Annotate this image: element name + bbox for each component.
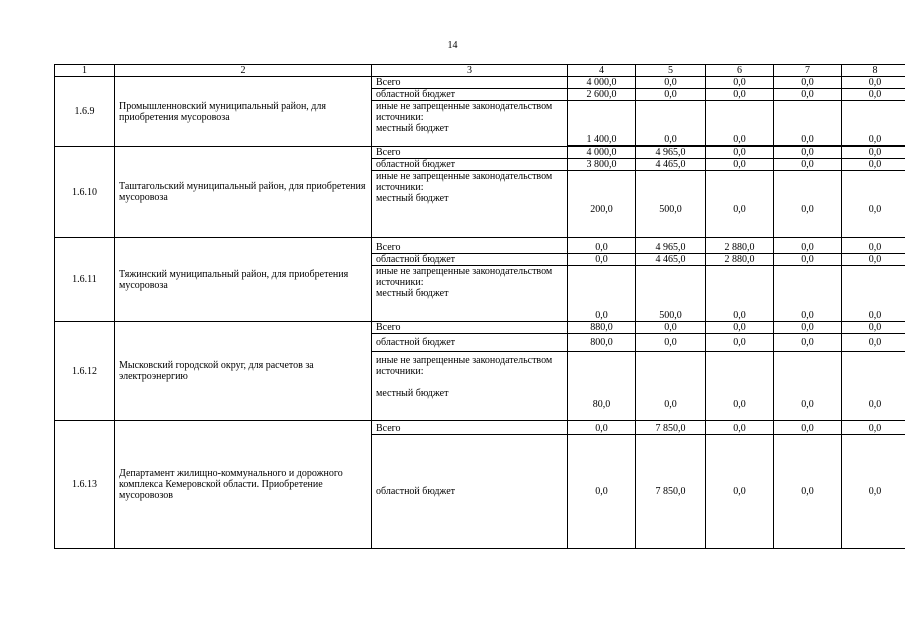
value-cell: 0,0 — [774, 147, 842, 159]
value-cell: 0,0 — [842, 89, 905, 101]
value-cell: 0,0 — [568, 435, 636, 549]
value-cell: 0,0 — [636, 322, 706, 334]
value-cell: 0,0 — [774, 266, 842, 322]
header-cell: 1 — [55, 65, 115, 77]
value-cell: 0,0 — [706, 89, 774, 101]
value-cell: 0,0 — [774, 352, 842, 421]
value-cell: 0,0 — [568, 254, 636, 266]
value-cell: 0,0 — [706, 101, 774, 146]
value-cell: 0,0 — [706, 421, 774, 435]
value-cell: 0,0 — [774, 435, 842, 549]
source-regional: областной бюджет — [372, 159, 568, 171]
value-cell: 4 000,0 — [568, 147, 636, 159]
value-cell: 0,0 — [706, 334, 774, 352]
source-regional: областной бюджет — [372, 334, 568, 352]
header-cell: 7 — [774, 65, 842, 77]
source-regional: областной бюджет — [372, 254, 568, 266]
source-total: Всего — [372, 421, 568, 435]
value-cell: 2 600,0 — [568, 89, 636, 101]
value-cell: 3 800,0 — [568, 159, 636, 171]
row-name: Таштагольский муниципальный район, для приобретения мусоровоза — [115, 147, 372, 238]
page-number: 14 — [447, 40, 458, 51]
row-name: Промышленновский муниципальный район, для приобретения мусоровоза — [115, 77, 372, 147]
value-cell: 0,0 — [774, 159, 842, 171]
value-cell: 0,0 — [568, 238, 636, 254]
source-regional: областной бюджет — [372, 435, 568, 549]
value-cell: 200,0 — [568, 171, 636, 238]
value-cell: 0,0 — [706, 435, 774, 549]
value-cell: 4 465,0 — [636, 159, 706, 171]
row-name: Департамент жилищно-коммунального и дорожного комплекса Кемеровской области. Приобретение мусоровозов — [115, 421, 372, 549]
value-cell: 0,0 — [636, 334, 706, 352]
source-other: иные не запрещенные законодательством источники: — [376, 101, 553, 123]
table-row — [55, 238, 905, 254]
value-cell: 7 850,0 — [636, 435, 706, 549]
value-cell: 0,0 — [842, 352, 905, 421]
row-code: 1.6.11 — [55, 238, 115, 322]
value-cell: 80,0 — [568, 352, 636, 421]
header-cell: 8 — [842, 65, 905, 77]
value-cell: 0,0 — [568, 421, 636, 435]
value-cell: 500,0 — [636, 171, 706, 238]
source-total: Всего — [372, 238, 568, 254]
value-cell: 4 465,0 — [636, 254, 706, 266]
source-total: Всего — [372, 77, 568, 89]
row-code: 1.6.10 — [55, 147, 115, 238]
value-cell: 0,0 — [706, 171, 774, 238]
row-name: Тяжинский муниципальный район, для приобретения мусоровоза — [115, 238, 372, 322]
header-cell: 2 — [115, 65, 372, 77]
value-cell: 4 965,0 — [636, 238, 706, 254]
source-other: иные не запрещенные законодательством источники: — [376, 171, 553, 193]
value-cell: 880,0 — [568, 322, 636, 334]
row-code: 1.6.12 — [55, 322, 115, 421]
value-cell: 0,0 — [774, 421, 842, 435]
value-cell: 0,0 — [774, 89, 842, 101]
value-cell: 0,0 — [568, 266, 636, 322]
source-local: местный бюджет — [376, 388, 449, 399]
value-cell: 1 400,0 — [568, 101, 636, 146]
table-row — [55, 322, 905, 334]
value-cell: 4 000,0 — [568, 77, 636, 89]
value-cell: 0,0 — [706, 266, 774, 322]
value-cell: 0,0 — [842, 266, 905, 322]
header-cell: 4 — [568, 65, 636, 77]
budget-table — [54, 64, 905, 549]
value-cell: 0,0 — [774, 101, 842, 146]
value-cell: 0,0 — [706, 77, 774, 89]
value-cell: 0,0 — [636, 89, 706, 101]
value-cell: 0,0 — [774, 322, 842, 334]
value-cell: 0,0 — [842, 421, 905, 435]
value-cell: 0,0 — [706, 147, 774, 159]
table-row — [55, 147, 905, 159]
value-cell: 0,0 — [706, 159, 774, 171]
table-row — [55, 77, 905, 89]
value-cell: 0,0 — [842, 254, 905, 266]
value-cell: 2 880,0 — [706, 254, 774, 266]
value-cell: 0,0 — [636, 352, 706, 421]
value-cell: 0,0 — [842, 171, 905, 238]
value-cell: 0,0 — [774, 334, 842, 352]
value-cell: 0,0 — [842, 101, 905, 146]
value-cell: 500,0 — [636, 266, 706, 322]
value-cell: 0,0 — [774, 254, 842, 266]
value-cell: 4 965,0 — [636, 147, 706, 159]
row-name: Мысковский городской округ, для расчетов за электроэнергию — [115, 322, 372, 421]
value-cell: 0,0 — [842, 322, 905, 334]
source-other: иные не запрещенные законодательством источники: — [376, 266, 553, 288]
table-row — [55, 421, 905, 435]
value-cell: 0,0 — [842, 435, 905, 549]
value-cell: 0,0 — [842, 238, 905, 254]
value-cell: 0,0 — [774, 171, 842, 238]
value-cell: 0,0 — [842, 334, 905, 352]
value-cell: 0,0 — [774, 77, 842, 89]
value-cell: 0,0 — [706, 322, 774, 334]
header-cell: 5 — [636, 65, 706, 77]
value-cell: 0,0 — [842, 159, 905, 171]
value-cell: 2 880,0 — [706, 238, 774, 254]
header-row — [55, 65, 905, 77]
source-local: местный бюджет — [376, 123, 449, 134]
value-cell: 0,0 — [774, 238, 842, 254]
row-code: 1.6.13 — [55, 421, 115, 549]
value-cell: 0,0 — [842, 77, 905, 89]
source-regional: областной бюджет — [372, 89, 568, 101]
value-cell: 800,0 — [568, 334, 636, 352]
source-other: иные не запрещенные законодательством источники: — [376, 355, 553, 377]
source-local: местный бюджет — [376, 193, 449, 204]
value-cell: 0,0 — [842, 147, 905, 159]
value-cell: 0,0 — [706, 352, 774, 421]
source-total: Всего — [372, 147, 568, 159]
value-cell: 0,0 — [636, 77, 706, 89]
row-code: 1.6.9 — [55, 77, 115, 147]
value-cell: 0,0 — [636, 101, 706, 146]
source-total: Всего — [372, 322, 568, 334]
value-cell: 7 850,0 — [636, 421, 706, 435]
source-local: местный бюджет — [376, 288, 449, 299]
header-cell: 3 — [372, 65, 568, 77]
header-cell: 6 — [706, 65, 774, 77]
